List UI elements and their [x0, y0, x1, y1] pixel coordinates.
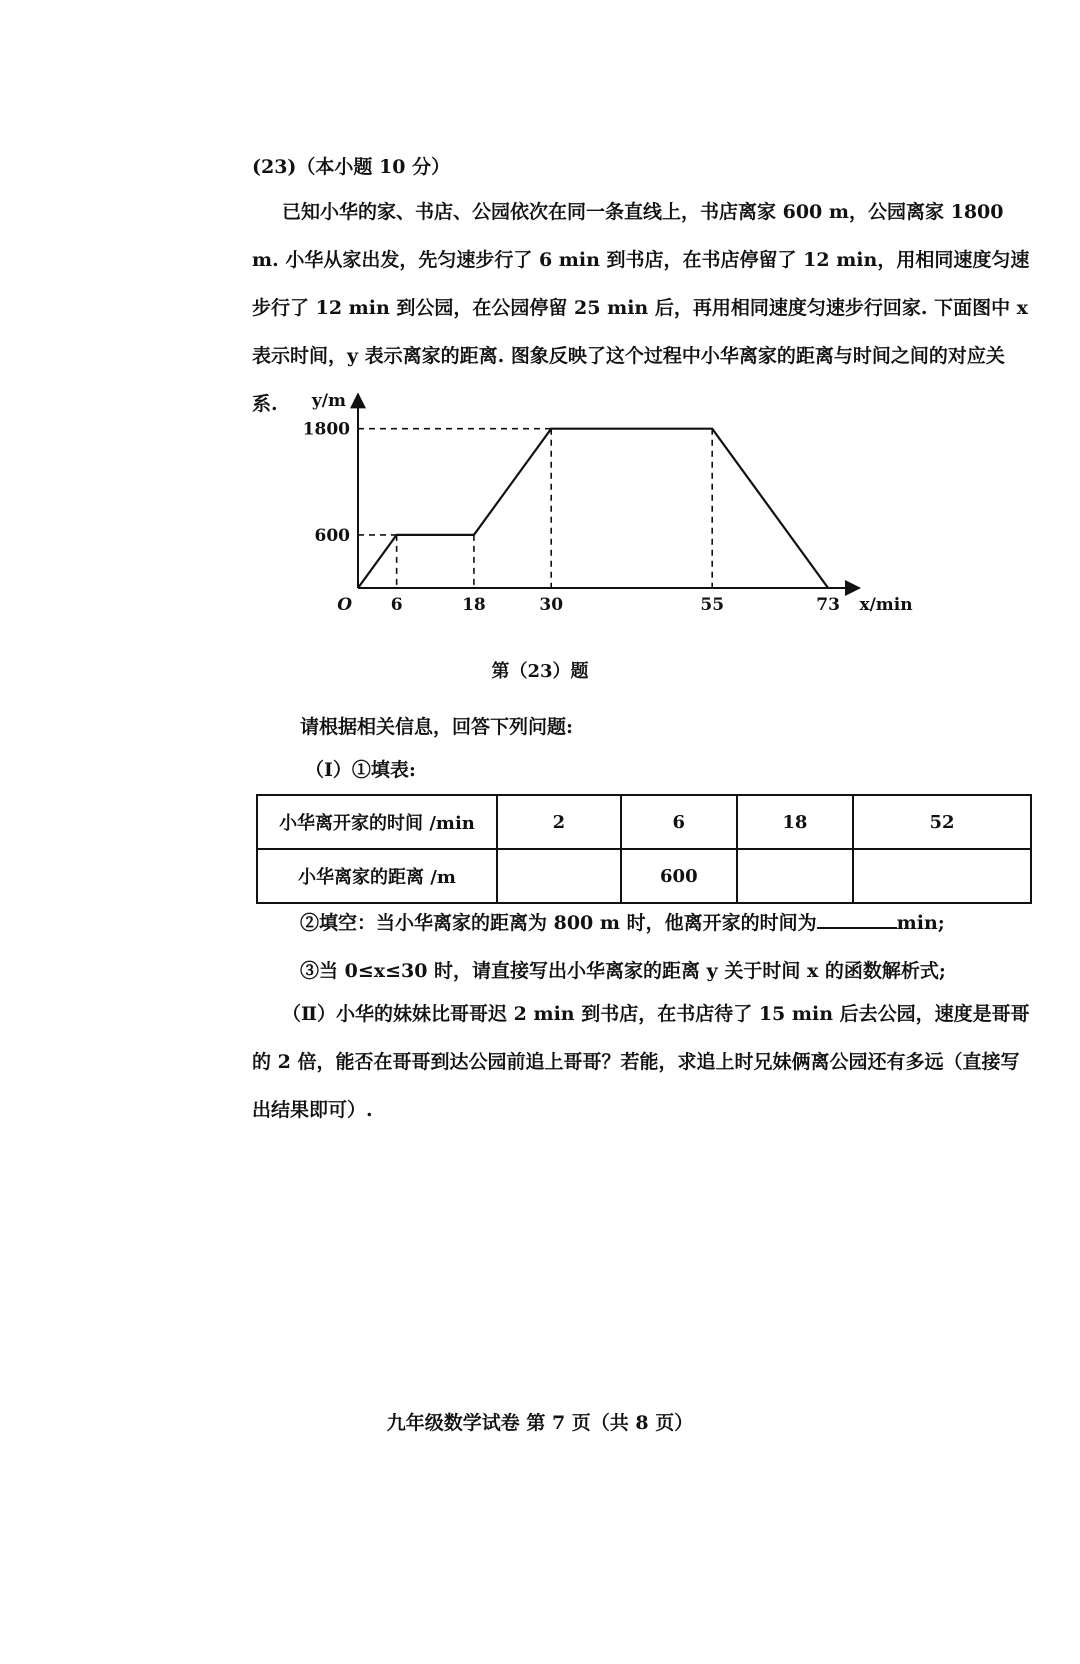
part1-label: （Ⅰ）①填表: [305, 759, 416, 781]
fill-in-table [256, 794, 1032, 904]
y-tick-label: 600 [314, 525, 350, 546]
answer-cell[interactable] [497, 849, 621, 903]
question-heading: (23)（本小题 10 分） [252, 156, 451, 178]
table-cell: 52 [853, 795, 1031, 849]
answer-blank[interactable] [817, 909, 897, 929]
table-cell: 18 [737, 795, 853, 849]
answer-prompt: 请根据相关信息，回答下列问题: [300, 716, 574, 738]
question-3: ③当 0≤x≤30 时，请直接写出小华离家的距离 y 关于时间 x 的函数解析式; [300, 960, 946, 982]
x-tick-label: 18 [462, 595, 486, 615]
origin-label: O [337, 595, 352, 615]
figure-caption: 第（23）题 [491, 661, 589, 682]
table-row [257, 849, 1031, 903]
page-footer: 九年级数学试卷 第 7 页（共 8 页） [386, 1412, 694, 1434]
chart-axes [358, 394, 859, 588]
answer-cell[interactable] [737, 849, 853, 903]
x-tick-label: 55 [700, 595, 725, 615]
part2-text: （Ⅱ）小华的妹妹比哥哥迟 2 min 到书店，在书店待了 15 min 后去公园，速度是哥哥的 2 倍，能否在哥哥到达公园前追上哥哥？若能，求追上时兄妹俩离公园还有多远（直接写出结果即可）. [252, 1003, 1030, 1121]
chart-labels [303, 391, 913, 615]
y-axis-label: y/m [311, 391, 346, 411]
table-cell: 2 [497, 795, 621, 849]
q2-unit: min; [896, 912, 945, 934]
answer-cell[interactable] [853, 849, 1031, 903]
x-axis-label: x/min [859, 595, 913, 615]
table-cell: 600 [621, 849, 737, 903]
table-row [257, 795, 1031, 849]
question-2 [300, 908, 945, 935]
part2 [252, 990, 1030, 1134]
chart-series [358, 429, 828, 588]
table-cell: 小华离开家的时间 /min [257, 795, 497, 849]
x-tick-label: 30 [539, 595, 564, 615]
q2-text: ②填空：当小华离家的距离为 800 m 时，他离开家的时间为 [300, 912, 817, 934]
intro-text: 已知小华的家、书店、公园依次在同一条直线上，书店离家 600 m，公园离家 1800 m. 小华从家出发，先匀速步行了 6 min 到书店，在书店停留了 12 min，用相同速度匀速步行了 12 min 到公园，在公园停留 25 min 后，再用相同速度匀速步行回家. 下面图中 x 表示时间，y 表示离家的距离. 图象反映了这个过程中小华离家的距离与时间之间的对应关系. [252, 201, 1030, 415]
y-tick-label: 1800 [302, 419, 350, 440]
table-cell: 6 [621, 795, 737, 849]
table-cell: 小华离家的距离 /m [257, 849, 497, 903]
distance-time-graph [302, 391, 920, 632]
x-tick-label: 6 [390, 595, 403, 615]
series-line [358, 429, 828, 588]
x-tick-label: 73 [816, 595, 840, 615]
